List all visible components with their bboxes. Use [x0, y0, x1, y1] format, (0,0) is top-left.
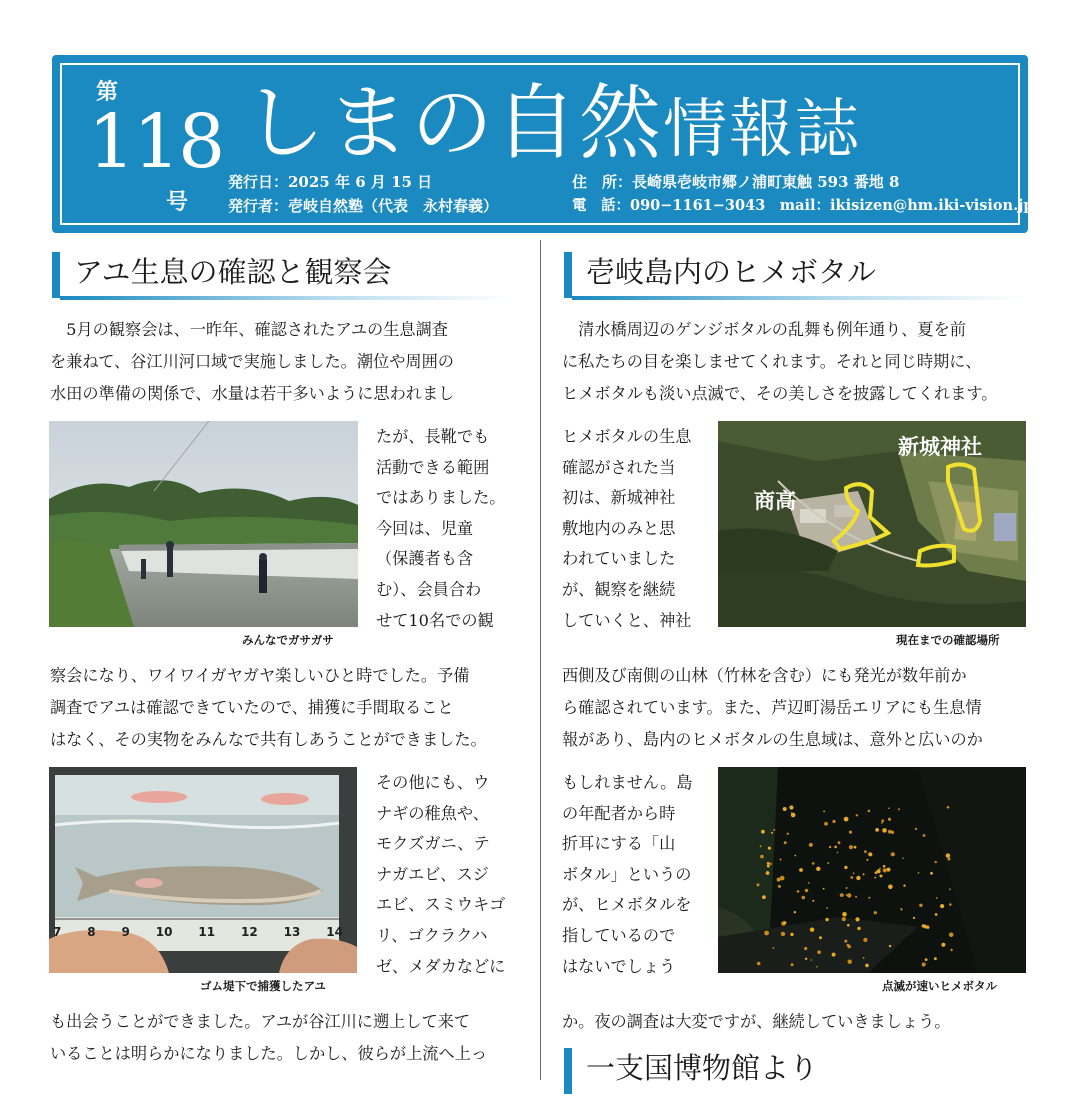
firefly-speck	[838, 841, 841, 844]
hotaru-intro-1: に私たちの目を楽しませてくれます。それと同じ時期に、	[562, 352, 982, 371]
hotaru-end: か。夜の調査は大変ですが、継続していきましょう。	[562, 1012, 951, 1031]
firefly-speck	[887, 868, 891, 872]
firefly-speck	[866, 859, 868, 861]
firefly-speck	[882, 828, 887, 833]
firefly-speck	[934, 957, 937, 960]
firefly-speck	[805, 889, 808, 892]
firefly-speck	[918, 872, 920, 874]
firefly-speck	[949, 888, 951, 890]
firefly-speck	[888, 807, 890, 809]
hotaru-intro-0: 清水橋周辺のゲンジボタルの乱舞も例年通り、夏を前	[562, 320, 966, 339]
firefly-speck	[883, 865, 886, 868]
firefly-speck	[844, 817, 849, 822]
firefly-speck	[844, 940, 847, 943]
firefly-speck	[773, 829, 775, 831]
firefly-speck	[881, 819, 884, 822]
firefly-speck	[922, 963, 926, 967]
firefly-speck	[767, 862, 770, 865]
firefly-speck	[888, 830, 892, 834]
hotaru-heading	[564, 250, 1024, 300]
map-label-school: 商高	[754, 489, 796, 513]
ayu-side-text-2: その他にも、ウ ナギの稚魚や、 モクズガニ、テ ナガエビ、スジ エビ、スミウキゴ リ、ゴクラクハ ゼ、メダカなどに	[376, 773, 506, 976]
firefly-speck	[837, 852, 839, 854]
firefly-speck	[849, 831, 852, 834]
ayu-intro-2: 水田の準備の関係で、水量は若干多いように思われまし	[50, 384, 455, 403]
title-small: 情報誌	[663, 93, 862, 167]
firefly-speck	[868, 810, 871, 813]
firefly-speck	[846, 887, 848, 889]
title-large: しまの自然	[243, 76, 664, 171]
firefly-speck	[766, 871, 770, 875]
firefly-speck	[826, 907, 828, 909]
firefly-speck	[842, 917, 846, 921]
firefly-speck	[762, 895, 766, 899]
firefly-speck	[856, 814, 858, 816]
firefly-speck	[808, 882, 810, 884]
issue-number: 118	[88, 99, 224, 185]
firefly-speck	[819, 936, 822, 939]
firefly-speck	[946, 853, 950, 857]
hotaru-mid-2: 報があり、島内のヒメボタルの生息域は、意外と広いのか	[562, 730, 983, 749]
map-photo-caption: 現在までの確認場所	[896, 633, 1000, 647]
firefly-speck	[780, 859, 782, 861]
firefly-speck	[854, 846, 857, 849]
firefly-speck	[757, 883, 760, 886]
ruler-labels: 7 8 9 10 11 12 13 14	[53, 925, 343, 939]
firefly-speck	[802, 896, 806, 900]
firefly-speck	[832, 820, 835, 823]
firefly-speck	[863, 957, 865, 959]
firefly-speck	[948, 858, 951, 861]
firefly-speck	[853, 873, 855, 875]
firefly-speck	[875, 828, 879, 832]
firefly-speck	[847, 924, 850, 927]
firefly-speck	[791, 963, 794, 966]
address: 住 所：長崎県壱岐市郷ノ浦町東触 593 番地 8	[572, 173, 900, 191]
firefly-speck	[936, 897, 938, 899]
ayu-intro-0: 5月の観察会は、一昨年、確認されたアユの生息調査	[50, 320, 448, 339]
firefly-speck	[877, 869, 881, 873]
firefly-speck	[941, 943, 945, 947]
firefly-speck	[847, 893, 851, 897]
firefly-speck	[805, 958, 807, 960]
firefly-speck	[846, 894, 848, 896]
firefly-speck	[888, 885, 893, 890]
firefly-speck	[844, 866, 847, 869]
firefly-speck	[757, 962, 761, 966]
hotaru-side-text-2: もしれません。島 の年配者から時 折耳にする「山 ボタル」というの が、ヒメボタルを 指しているので はないでしょう	[562, 773, 693, 976]
firefly-speck	[923, 925, 927, 929]
firefly-speck	[812, 862, 815, 865]
firefly-speck	[832, 953, 836, 957]
ayu-fish-photo	[49, 767, 357, 973]
firefly-speck	[834, 846, 837, 849]
museum-heading	[564, 1046, 1024, 1096]
firefly-speck	[816, 966, 818, 968]
firefly-speck	[857, 927, 860, 930]
firefly-speck	[915, 828, 917, 830]
firefly-speck	[923, 834, 926, 837]
map-label-shrine: 新城神社	[898, 435, 982, 459]
firefly-speck	[778, 885, 781, 888]
firefly-speck	[874, 911, 877, 914]
river-observation-photo	[49, 421, 358, 627]
aerial-map-photo	[718, 421, 1026, 627]
firefly-speck	[868, 852, 872, 856]
firefly-speck	[879, 868, 881, 870]
firefly-speck	[881, 822, 883, 824]
firefly-speck	[930, 872, 933, 875]
firefly-speck	[771, 832, 773, 834]
firefly-speck	[794, 911, 796, 913]
firefly-speck	[760, 855, 764, 859]
firefly-speck	[824, 822, 828, 826]
firefly-speck	[940, 904, 944, 908]
phone-mail: 電 話：090−1161−3043 mail：ikisizen@hm.iki-vision.jp	[572, 197, 1034, 214]
hotaru-heading-text: 壱岐島内のヒメボタル	[586, 255, 877, 289]
issue-date: 発行日：2025 年 6 月 15 日	[228, 173, 433, 191]
firefly-speck	[848, 960, 852, 964]
firefly-speck	[767, 865, 770, 868]
firefly-speck	[850, 876, 853, 879]
firefly-speck	[768, 847, 771, 850]
firefly-speck	[829, 846, 831, 848]
firefly-speck	[817, 950, 821, 954]
firefly-speck	[865, 964, 869, 968]
firefly-speck	[810, 928, 814, 932]
firefly-speck	[949, 903, 952, 906]
firefly-speck	[856, 876, 860, 880]
firefly-speck	[880, 875, 883, 878]
hotaru-intro-2: ヒメボタルも淡い点滅で、その美しさを披露してくれます。	[562, 384, 998, 403]
firefly-speck	[777, 878, 781, 882]
museum-heading-text: 一支国博物館より	[586, 1051, 819, 1085]
newsletter-title	[243, 74, 861, 180]
river-photo-caption: みんなでガサガサ	[242, 633, 334, 647]
firefly-speck	[804, 947, 807, 950]
firefly-speck	[812, 900, 814, 902]
firefly-speck	[935, 861, 937, 863]
firefly-speck	[900, 908, 902, 910]
firefly-speck	[902, 857, 904, 859]
firefly-speck	[799, 868, 803, 872]
firefly-speck	[781, 932, 785, 936]
firefly-speck	[795, 855, 797, 857]
publisher: 発行者：壱岐自然塾（代表 永村春義）	[228, 197, 499, 215]
firefly-speck	[888, 818, 891, 821]
firefly-photo-caption: 点滅が速いヒメボタル	[882, 979, 997, 993]
firefly-speck	[783, 921, 786, 924]
hotaru-mid-1: ら確認されています。また、芦辺町湯岳エリアにも生息情	[562, 698, 982, 717]
firefly-speck	[863, 938, 867, 942]
firefly-speck	[823, 888, 825, 890]
firefly-speck	[827, 862, 829, 864]
firefly-speck	[790, 933, 793, 936]
firefly-speck	[855, 917, 859, 921]
firefly-speck	[791, 812, 793, 814]
firefly-speck	[825, 918, 828, 921]
firefly-speck	[761, 830, 765, 834]
ayu-heading	[52, 250, 510, 300]
firefly-speck	[783, 807, 787, 811]
firefly-speck	[868, 897, 870, 899]
ayu-intro-1: を兼ねて、谷江川河口域で実施しました。潮位や周囲の	[50, 352, 454, 371]
firefly-speck	[760, 845, 762, 847]
firefly-speck	[789, 805, 793, 809]
firefly-speck	[935, 913, 938, 916]
issue-prefix: 第	[96, 79, 119, 105]
firefly-speck	[883, 868, 887, 872]
firefly-speck	[889, 945, 891, 947]
firefly-speck	[809, 843, 813, 847]
firefly-speck	[874, 877, 876, 879]
firefly-speck	[770, 863, 772, 865]
firefly-speck	[823, 811, 825, 813]
column-divider	[540, 240, 541, 1080]
firefly-speck	[811, 959, 813, 961]
ayu-mid-0: 察会になり、ワイワイガヤガヤ楽しいひと時でした。予備	[50, 666, 470, 685]
firefly-speck	[787, 833, 789, 835]
firefly-speck	[863, 873, 865, 875]
firefly-night-photo	[718, 767, 1026, 973]
firefly-speck	[913, 917, 915, 919]
ayu-end-0: も出会うことができました。アユが谷江川に遡上して来て	[50, 1012, 471, 1031]
firefly-speck	[898, 808, 900, 810]
firefly-speck	[816, 867, 820, 871]
firefly-speck	[764, 931, 769, 936]
ayu-mid-2: はなく、その実物をみんなで共有しあうことができました。	[50, 730, 487, 749]
ayu-side-text-1: たが、長靴でも 活動できる範囲 ではありました。 今回は、児童 （保護者も含 む）、会員合わ せて10名での観	[376, 427, 506, 630]
firefly-speck	[925, 958, 928, 961]
issue-suffix: 号	[166, 189, 189, 215]
firefly-speck	[864, 850, 867, 853]
firefly-speck	[950, 949, 952, 951]
firefly-speck	[840, 893, 844, 897]
firefly-speck	[773, 947, 775, 949]
ayu-mid-1: 調査でアユは確認できていたので、捕獲に手間取ること	[50, 698, 454, 717]
firefly-speck	[855, 896, 857, 898]
hotaru-mid-0: 西側及び南側の山林（竹林を含む）にも発光が数年前か	[562, 666, 967, 685]
firefly-speck	[847, 944, 850, 947]
firefly-speck	[947, 806, 950, 809]
firefly-speck	[903, 885, 905, 887]
hotaru-side-text-1: ヒメボタルの生息 確認がされた当 初は、新城神社 敷地内のみと思 われていました が、観察を継続 していくと、神社	[562, 427, 692, 630]
firefly-speck	[949, 933, 954, 938]
firefly-speck	[919, 904, 922, 907]
fish-photo-caption: ゴム堤下で捕獲したアユ	[200, 979, 326, 993]
firefly-speck	[849, 845, 853, 849]
firefly-speck	[797, 890, 800, 893]
ayu-heading-text: アユ生息の確認と観察会	[74, 255, 392, 289]
firefly-speck	[842, 912, 847, 917]
firefly-speck	[891, 852, 895, 856]
ayu-end-1: いることは明らかになりました。しかし、彼らが上流へ上っ	[50, 1044, 488, 1063]
firefly-speck	[784, 841, 787, 844]
